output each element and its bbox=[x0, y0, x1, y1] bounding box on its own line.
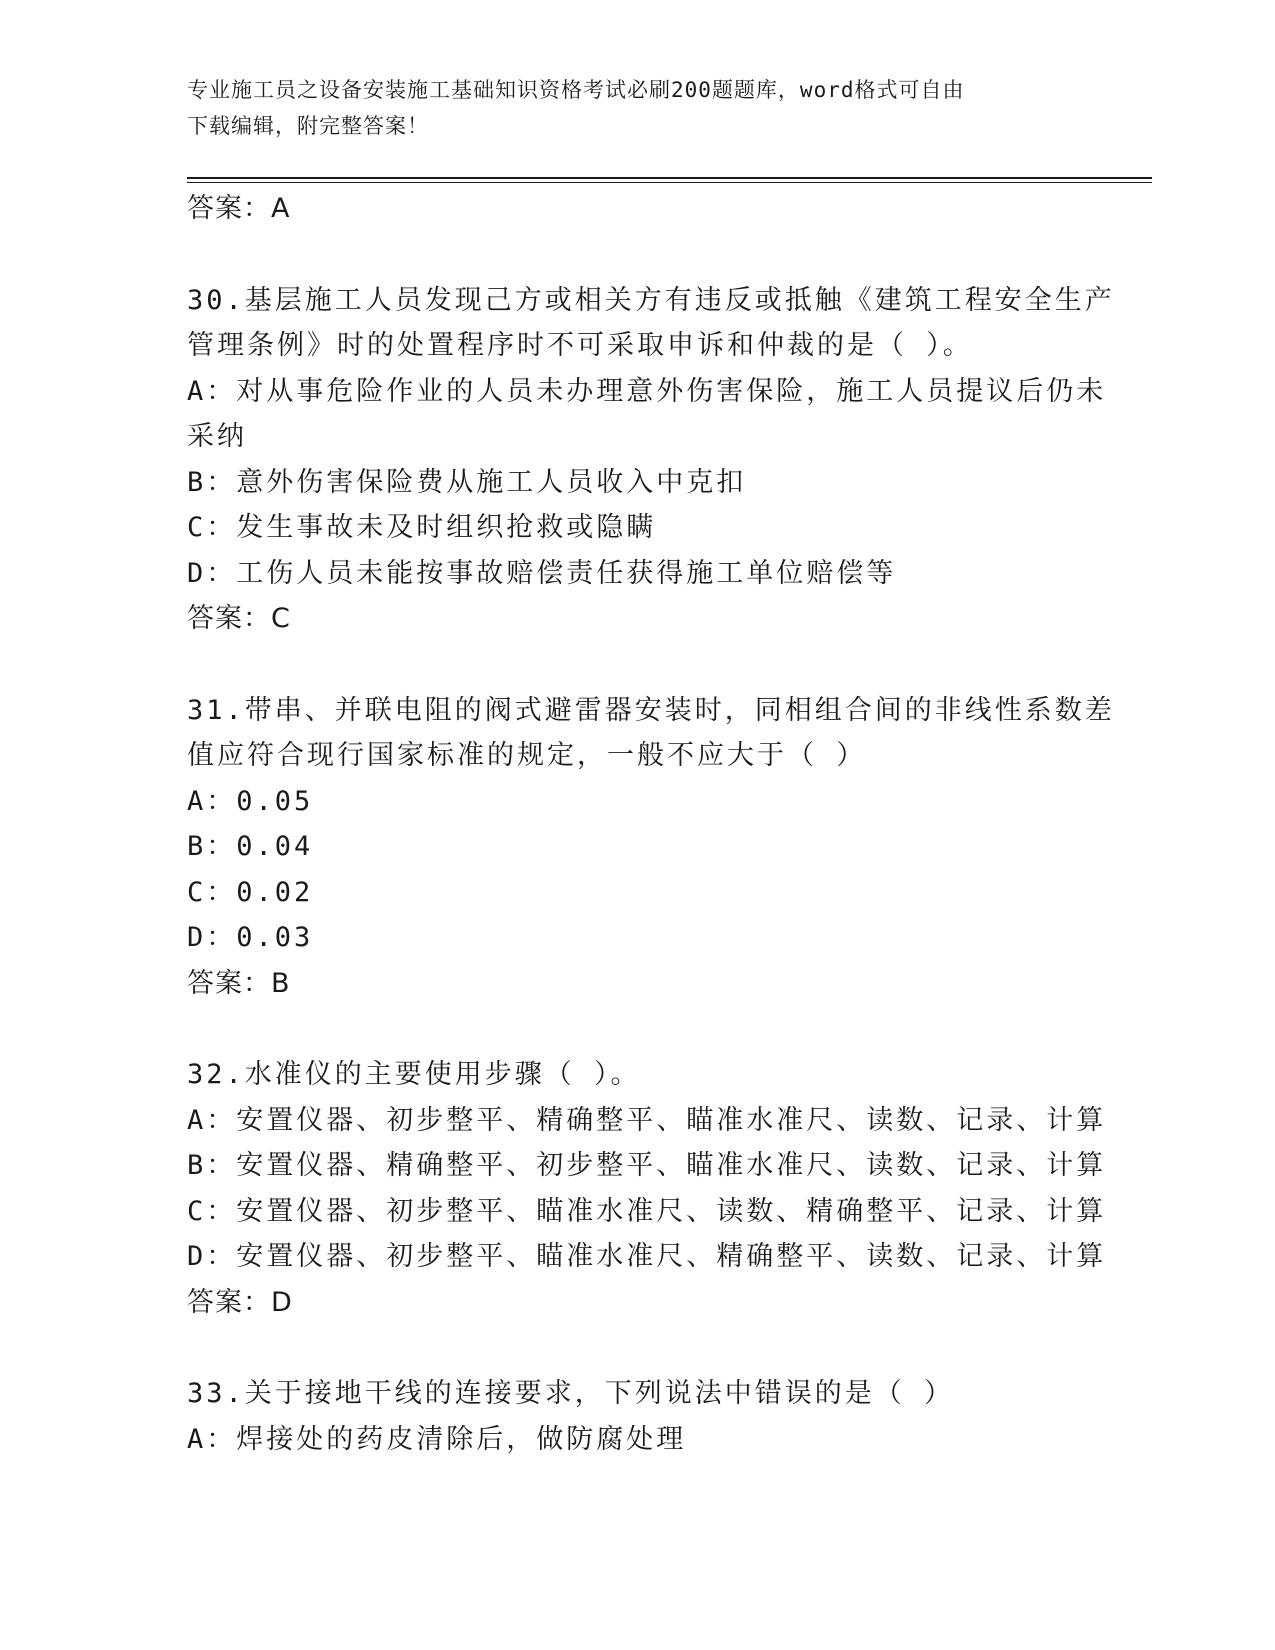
option-b: B：意外伤害保险费从施工人员收入中克扣 bbox=[187, 466, 747, 498]
previous-answer: 答案：A bbox=[187, 193, 291, 224]
question-text-line: 值应符合现行国家标准的规定，一般不应大于（ ） bbox=[187, 740, 867, 771]
question-content bbox=[187, 186, 1115, 1462]
option-c: C：发生事故未及时组织抢救或隐瞒 bbox=[187, 512, 657, 543]
question-32 bbox=[187, 1052, 1107, 1325]
option-d: D：工伤人员未能按事故赔偿责任获得施工单位赔偿等 bbox=[187, 557, 897, 589]
header-divider-thick bbox=[187, 177, 1152, 179]
question-33 bbox=[187, 1371, 1087, 1462]
option-a-continued: 采纳 bbox=[187, 421, 247, 452]
header-divider-thin bbox=[187, 182, 1152, 183]
option-c: C：安置仪器、初步整平、瞄准水准尺、读数、精确整平、记录、计算 bbox=[187, 1195, 1107, 1227]
option-d: D：0.03 bbox=[187, 922, 314, 953]
option-d: D：安置仪器、初步整平、瞄准水准尺、精确整平、读数、记录、计算 bbox=[187, 1241, 1107, 1272]
question-text-line: 31.带串、并联电阻的阀式避雷器安装时，同相组合间的非线性系数差 bbox=[187, 694, 1115, 726]
header-line-1: 专业施工员之设备安装施工基础知识资格考试必刷200题题库，word格式可自由 bbox=[187, 78, 965, 102]
question-31 bbox=[187, 688, 1115, 1007]
answer: 答案：B bbox=[187, 967, 291, 999]
option-a: A：对从事危险作业的人员未办理意外伤害保险，施工人员提议后仍未 bbox=[187, 375, 1107, 407]
question-text-line: 管理条例》时的处置程序时不可采取申诉和仲裁的是（ ）。 bbox=[187, 330, 973, 361]
question-text-line: 33.关于接地干线的连接要求，下列说法中错误的是（ ） bbox=[187, 1378, 955, 1409]
answer: 答案：D bbox=[187, 1286, 293, 1318]
option-a: A：安置仪器、初步整平、精确整平、瞄准水准尺、读数、记录、计算 bbox=[187, 1104, 1107, 1136]
option-a: A：焊接处的药皮清除后，做防腐处理 bbox=[187, 1423, 687, 1455]
option-c: C：0.02 bbox=[187, 876, 314, 908]
question-30 bbox=[187, 278, 1115, 642]
option-b: B：安置仪器、精确整平、初步整平、瞄准水准尺、读数、记录、计算 bbox=[187, 1150, 1107, 1181]
header-line-2: 下载编辑，附完整答案！ bbox=[187, 114, 429, 138]
option-a: A：0.05 bbox=[187, 785, 314, 817]
document-header bbox=[187, 72, 1087, 144]
question-text-line: 30.基层施工人员发现己方或相关方有违反或抵触《建筑工程安全生产 bbox=[187, 284, 1115, 316]
answer: 答案：C bbox=[187, 603, 291, 634]
option-b: B：0.04 bbox=[187, 831, 314, 862]
question-text-line: 32.水准仪的主要使用步骤（ ）。 bbox=[187, 1059, 641, 1090]
